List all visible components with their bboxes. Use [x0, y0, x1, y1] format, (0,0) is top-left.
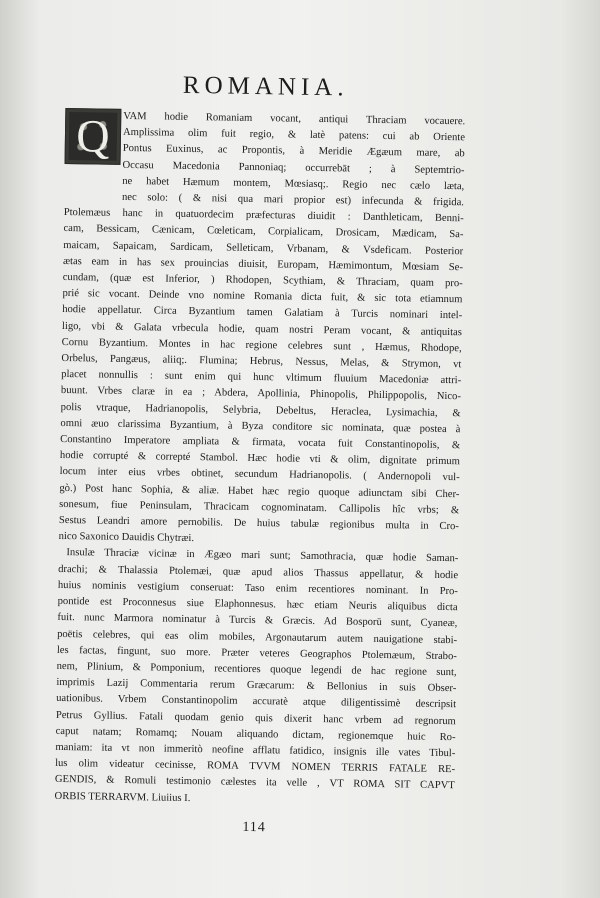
text-line: hodie appellatur. Circa Byzantium tamen Galatiam à Turcis nominari intel- [62, 304, 463, 322]
text-line: nico Saxonico Dauidis Chytræi. [58, 531, 195, 545]
text-line: hodie corrupté & correpté Stambol. Hæc hodie vti & olim, dignitate primum [59, 450, 460, 468]
text-line: placet nonnullis : sunt enim qui hunc vltimum fluuium Macedoniæ attri- [61, 369, 462, 387]
text-line: imprimis Lazij Commentaria rerum Græcarum: & Bellonius in suis Obser- [56, 677, 457, 695]
text-line: Petrus Gyllius. Fatali quodam genio quis dixerit hanc vrbem ad regnorum [55, 709, 456, 727]
text-line: fuit. nunc Marmora nominatur à Turcis & Græcis. Ad Bosporū sunt, Cyaneæ, [57, 612, 458, 630]
paragraph-insulae [54, 545, 458, 811]
text-line: caput natam; Romamq; Nouam aliquando dictam, regionemque huic Ro- [55, 725, 456, 743]
text-line: uationibus. Vrbem Constantinopolim accuratè atque diligentissimè descripsit [56, 693, 457, 711]
text-line: gò.) Post hanc Sophia, & aliæ. Habet hæc regio quoque adiunctam sibi Cher- [59, 482, 460, 500]
text-line: nem, Plinium, & Pomponium, recentiores quoque legendi de hac regione sunt, [56, 660, 457, 679]
text-line: maicam, Sapaicam, Sardicam, Selleticam, Vrbanam, & Vsdeficam. Posterior [63, 239, 464, 257]
text-line: pontide est Proconnesus siue Elaphonnesus. hæc etiam Neuris aliquibus dicta [57, 596, 458, 614]
text-line: Occasu Macedonia Pannoniaq; occurrebāt ; à Septemtrio- [122, 159, 465, 176]
text-line: ne habet Hæmum montem, Mœsiasq;. Regio nec cælo læta, [122, 175, 465, 193]
text-line: omni æuo clarissima Byzantium, à Byza conditore sic nominata, quæ postea à [60, 417, 461, 436]
text-line: ORBIS TERRARVM. Liuiius I. [54, 790, 191, 804]
text-line: Sestus Leandri amore pernobilis. De huius tabulæ regionibus multa in Cro- [58, 515, 459, 533]
text-line: drachi; & Thalassia Ptolemæi, quæ apud alios Thassus appellatur, & hodie [58, 563, 459, 581]
page-content [54, 70, 466, 839]
text-line: lus olim videatur cecinisse, ROMA TVVM NOMEN TERRIS FATALE RE- [55, 758, 456, 776]
text-line: Orbelus, Pangæus, aliiq;. Flumina; Hebrus, Nessus, Melas, & Strymon, vt [61, 353, 462, 371]
text-line: polis vtraque, Hadrianopolis, Selybria, Debeltus, Heraclea, Lysimachia, & [60, 401, 461, 419]
text-line: prié sic vocant. Deinde vno nomine Romania dicta fuit, & sic tota etiamnum [62, 288, 463, 306]
text-line: sonesum, fiue Peninsulam, Thracicam cognominatam. Callipolis hîc vrbs; & [59, 498, 460, 517]
text-line: ligo, vbi & Galata vrbecula hodie, quam nostri Peram vocant, & antiquitas [61, 320, 463, 338]
text-line: VAM hodie Romaniam vocant, antiqui Thraciam vocauere. [123, 110, 466, 128]
text-line: Insulæ Thraciæ vicinæ in Ægæo mari sunt; Samothracia, quæ hodie Saman- [66, 547, 459, 565]
text-line: cam, Bessicam, Cænicam, Cœleticam, Corpialicam, Drosicam, Mædicam, Sa- [63, 223, 464, 241]
text-line: les factas, fingunt, suo more. Præter veteres Geographos Ptolemæum, Strabo- [56, 644, 457, 662]
text-line: Constantino Imperatore ampliata & firmata, vocata fuit Constantinopolis, & [60, 434, 461, 452]
text-line: Ptolemæus hanc in quatuordecim præfecturas diuidit : Danthleticam, Benni- [63, 207, 464, 225]
text-line: cundam, (quæ est Inferior, ) Rhodopen, Scythiam, & Thraciam, quam pro- [62, 272, 463, 290]
text-line: poëtis celebres, qui eas olim mobiles, Argonautarum autem nauigatione stabi- [57, 628, 458, 646]
page-number: 114 [242, 819, 266, 835]
text-line: ætas eam in has sex prouincias diuisit, Europam, Hæmimontum, Mœsiam Se- [62, 255, 464, 274]
text-line: locum inter eius vrbes obtinet, secundum Hadrianopolis. ( Andernopoli vul- [59, 466, 460, 484]
paragraph-ptolemaeus [59, 205, 464, 552]
text-line: buunt. Vrbes claræ in ea ; Abdera, Apollinia, Phinopolis, Philippopolis, Nico- [60, 385, 461, 403]
text-line: huius nominis vestigium conseruat: Taso enim recentiores nominant. In Pro- [57, 579, 458, 598]
text-line: Cornu Byzantium. Montes in hac regione celebres sunt , Hæmus, Rhodope, [61, 336, 462, 355]
text-line: GENDIS, & Romuli testimonio cælestes ita velle , VT ROMA SIT CAPVT [54, 774, 455, 792]
decorated-initial [65, 108, 122, 165]
text-line: Amplissima olim fuit regio, & latè patens: cui ab Oriente [122, 127, 466, 144]
text-line: maniam: ita vt non immeritò neofine afflatu fatidico, insignis ille vates Tibul- [55, 741, 456, 760]
page-title: ROMANIA. [182, 71, 349, 102]
text-line: nec solo: ( & nisi qua mari propior est) infecunda & frigida. [121, 191, 465, 209]
text-line: Pontus Euxinus, ac Propontis, à Meridie Ægæum mare, ab [122, 143, 465, 160]
paragraph-intro [64, 108, 465, 211]
initial-letter: Q [75, 110, 110, 162]
